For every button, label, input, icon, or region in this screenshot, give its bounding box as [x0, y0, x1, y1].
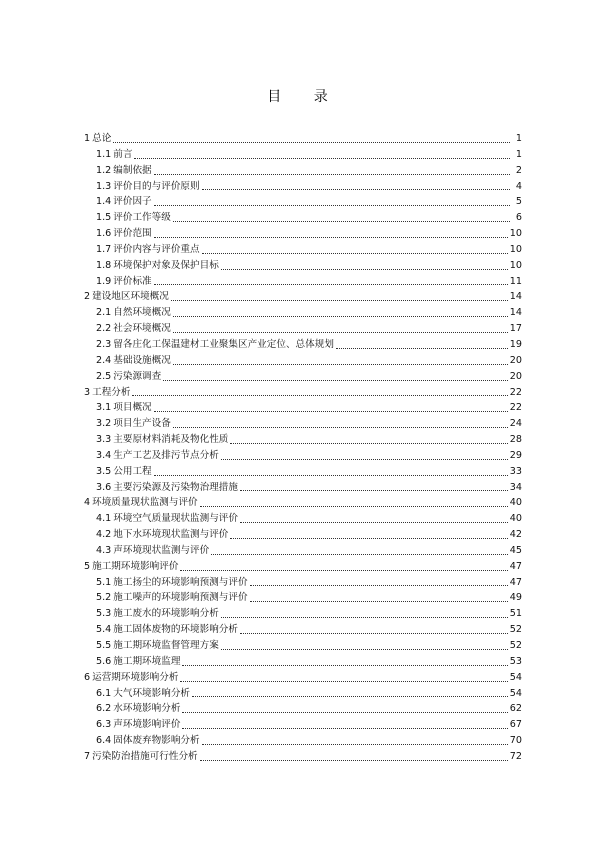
toc-entry-page-number: 52: [509, 640, 522, 651]
toc-entry-title: 声环境现状监测与评价: [113, 544, 210, 556]
toc-section-entry[interactable]: [84, 590, 522, 606]
toc-entry-page-number: 1: [515, 133, 522, 144]
toc-entry-title: 环境质量现状监测与评价: [92, 497, 198, 509]
toc-chapter-entry[interactable]: [84, 670, 522, 686]
toc-section-entry[interactable]: [84, 543, 522, 559]
toc-chapter-entry[interactable]: [84, 559, 522, 575]
toc-dot-leader: [163, 380, 508, 381]
toc-entry-page-number: 10: [509, 228, 522, 240]
toc-section-entry[interactable]: [84, 194, 522, 210]
toc-entry-number: 3.5: [96, 465, 112, 477]
toc-dot-leader: [171, 300, 508, 301]
toc-entry-number: 3.2: [96, 418, 112, 430]
toc-entry-number: 5.1: [96, 576, 112, 588]
toc-section-entry[interactable]: [84, 575, 522, 591]
toc-entry-title: 大气环境影响分析: [113, 687, 191, 699]
toc-entry-title: 建设地区环境概况: [92, 291, 169, 303]
toc-dot-leader: [202, 253, 508, 254]
toc-entry-title: 施工期环境监理: [113, 655, 181, 667]
toc-dot-leader: [240, 522, 508, 523]
toc-section-entry[interactable]: [84, 448, 522, 464]
toc-entry-number: 2.3: [96, 338, 112, 350]
toc-entry-page-number: 17: [509, 323, 522, 335]
toc-entry-number: 2: [84, 291, 91, 303]
toc-section-entry[interactable]: [84, 321, 522, 337]
toc-entry-number: 2.5: [96, 370, 112, 382]
toc-title: 目 录: [267, 89, 342, 105]
toc-entry-page-number: 47: [509, 560, 522, 572]
toc-entry-title: 施工扬尘的环境影响预测与评价: [113, 576, 248, 588]
toc-dot-leader: [132, 395, 507, 396]
toc-entry-page-number: 53: [509, 655, 522, 667]
toc-entry-page-number: 54: [509, 671, 522, 683]
toc-entry-page-number: 67: [509, 719, 522, 731]
toc-entry-number: 1.4: [96, 196, 112, 208]
toc-dot-leader: [240, 490, 508, 491]
toc-entry-title: 留各庄化工保温建材工业聚集区产业定位、总体规划: [113, 338, 334, 350]
toc-entry-page-number: 52: [509, 624, 522, 636]
toc-entry-number: 1.3: [96, 180, 112, 192]
toc-entry-title: 项目生产设备: [113, 418, 171, 430]
toc-section-entry[interactable]: [84, 258, 522, 274]
toc-dot-leader: [211, 554, 508, 555]
toc-entry-title: 主要污染源及污染物治理措施: [113, 481, 238, 493]
toc-entry-page-number: 20: [509, 370, 522, 382]
table-of-contents: [84, 131, 522, 765]
toc-entry-title: 环境空气质量现状监测与评价: [113, 513, 238, 525]
toc-dot-leader: [182, 728, 507, 729]
toc-section-entry[interactable]: [84, 527, 522, 543]
toc-entry-number: 6.4: [96, 735, 112, 747]
toc-entry-title: 施工噪声的环境影响预测与评价: [113, 592, 248, 604]
toc-entry-number: 1.9: [96, 275, 112, 287]
toc-section-entry[interactable]: [84, 733, 522, 749]
toc-dot-leader: [154, 174, 510, 175]
toc-dot-leader: [240, 633, 508, 634]
toc-entry-title: 环境保护对象及保护目标: [113, 259, 219, 271]
toc-entry-page-number: 33: [509, 465, 522, 477]
toc-entry-title: 主要原材料消耗及物化性质: [113, 434, 229, 446]
toc-entry-page-number: 40: [509, 497, 522, 509]
toc-entry-page-number: 22: [509, 402, 522, 414]
toc-entry-title: 运营期环境影响分析: [92, 671, 179, 683]
toc-dot-leader: [154, 237, 508, 238]
toc-entry-title: 施工废水的环境影响分析: [113, 608, 219, 620]
toc-entry-page-number: 20: [509, 354, 522, 366]
toc-section-entry[interactable]: [84, 511, 522, 527]
toc-dot-leader: [173, 364, 508, 365]
toc-entry-number: 3.1: [96, 402, 112, 414]
toc-entry-title: 评价范围: [113, 228, 152, 240]
toc-entry-page-number: 2: [515, 164, 522, 176]
toc-dot-leader: [134, 158, 510, 159]
toc-entry-page-number: 34: [509, 481, 522, 493]
toc-entry-number: 1.7: [96, 243, 112, 255]
toc-entry-title: 评价标准: [113, 275, 152, 287]
toc-entry-number: 1.6: [96, 228, 112, 240]
toc-entry-title: 评价因子: [113, 196, 152, 208]
toc-dot-leader: [221, 617, 508, 618]
toc-entry-number: 1: [84, 133, 91, 144]
toc-dot-leader: [221, 649, 508, 650]
toc-entry-title: 水环境影响分析: [113, 703, 181, 715]
toc-entry-title: 评价目的与评价原则: [113, 180, 200, 192]
toc-chapter-entry[interactable]: [84, 289, 522, 305]
toc-dot-leader: [250, 585, 508, 586]
toc-entry-page-number: 42: [509, 529, 522, 541]
toc-dot-leader: [154, 411, 508, 412]
toc-entry-number: 2.2: [96, 323, 112, 335]
toc-dot-leader: [173, 332, 508, 333]
toc-dot-leader: [221, 269, 508, 270]
toc-entry-title: 污染防治措施可行性分析: [92, 750, 198, 762]
toc-entry-page-number: 49: [509, 592, 522, 604]
toc-section-entry[interactable]: [84, 686, 522, 702]
toc-dot-leader: [154, 284, 508, 285]
toc-dot-leader: [192, 696, 508, 697]
toc-entry-page-number: 47: [509, 576, 522, 588]
toc-section-entry[interactable]: [84, 480, 522, 496]
toc-entry-number: 1.5: [96, 212, 112, 224]
toc-section-entry[interactable]: [84, 163, 522, 179]
toc-section-entry[interactable]: [84, 274, 522, 290]
toc-chapter-entry[interactable]: [84, 385, 522, 401]
toc-entry-page-number: 5: [515, 196, 522, 208]
toc-entry-number: 2.1: [96, 307, 112, 319]
toc-entry-number: 5.5: [96, 640, 112, 651]
toc-entry-page-number: 62: [509, 703, 522, 715]
toc-dot-leader: [200, 506, 508, 507]
toc-entry-page-number: 54: [509, 687, 522, 699]
toc-entry-number: 1.8: [96, 259, 112, 271]
toc-dot-leader: [202, 189, 510, 190]
toc-entry-number: 6.2: [96, 703, 112, 715]
toc-section-entry[interactable]: [84, 622, 522, 638]
toc-entry-page-number: 4: [515, 180, 522, 192]
toc-dot-leader: [154, 205, 510, 206]
toc-entry-title: 评价工作等级: [113, 212, 171, 224]
toc-dot-leader: [336, 348, 508, 349]
toc-entry-page-number: 22: [509, 386, 522, 398]
toc-entry-number: 6.3: [96, 719, 112, 731]
toc-dot-leader: [200, 760, 508, 761]
toc-entry-number: 2.4: [96, 354, 112, 366]
toc-entry-page-number: 24: [509, 418, 522, 430]
toc-entry-number: 5.3: [96, 608, 112, 620]
toc-entry-title: 施工期环境监督管理方案: [113, 640, 219, 651]
toc-section-entry[interactable]: [84, 606, 522, 622]
toc-dot-leader: [182, 712, 507, 713]
toc-entry-number: 3: [84, 386, 91, 398]
toc-section-entry[interactable]: [84, 432, 522, 448]
toc-entry-title: 项目概况: [113, 402, 152, 414]
toc-entry-page-number: 19: [509, 338, 522, 350]
toc-entry-title: 工程分析: [92, 386, 131, 398]
toc-entry-title: 社会环境概况: [113, 323, 171, 335]
toc-entry-title: 基础设施概况: [113, 354, 171, 366]
toc-entry-number: 5.6: [96, 655, 112, 667]
toc-entry-number: 4.2: [96, 529, 112, 541]
toc-entry-page-number: 1: [515, 148, 522, 160]
toc-entry-page-number: 14: [509, 307, 522, 319]
toc-entry-number: 5.4: [96, 624, 112, 636]
toc-dot-leader: [221, 459, 508, 460]
toc-section-entry[interactable]: [84, 242, 522, 258]
toc-dot-leader: [154, 475, 508, 476]
toc-chapter-entry[interactable]: [84, 131, 522, 147]
toc-entry-title: 生产工艺及排污节点分析: [113, 449, 219, 461]
toc-dot-leader: [173, 427, 508, 428]
toc-entry-number: 3.3: [96, 434, 112, 446]
toc-chapter-entry[interactable]: [84, 749, 522, 765]
toc-entry-page-number: 29: [509, 449, 522, 461]
toc-entry-number: 6.1: [96, 687, 112, 699]
toc-entry-page-number: 14: [509, 291, 522, 303]
toc-section-entry[interactable]: [84, 226, 522, 242]
toc-entry-page-number: 45: [509, 544, 522, 556]
toc-entry-number: 3.4: [96, 449, 112, 461]
toc-section-entry[interactable]: [84, 369, 522, 385]
toc-entry-title: 前言: [113, 148, 133, 160]
toc-entry-number: 7: [84, 750, 91, 762]
toc-entry-title: 声环境影响评价: [113, 719, 181, 731]
toc-entry-number: 6: [84, 671, 91, 683]
toc-entry-page-number: 10: [509, 243, 522, 255]
toc-entry-number: 4: [84, 497, 91, 509]
toc-entry-page-number: 11: [509, 275, 522, 287]
toc-dot-leader: [173, 316, 508, 317]
toc-section-entry[interactable]: [84, 654, 522, 670]
toc-section-entry[interactable]: [84, 353, 522, 369]
toc-entry-title: 评价内容与评价重点: [113, 243, 200, 255]
toc-entry-title: 施工期环境影响评价: [92, 560, 179, 572]
toc-section-entry[interactable]: [84, 210, 522, 226]
toc-entry-title: 自然环境概况: [113, 307, 171, 319]
toc-section-entry[interactable]: [84, 337, 522, 353]
toc-entry-number: 4.1: [96, 513, 112, 525]
toc-section-entry[interactable]: [84, 416, 522, 432]
toc-entry-page-number: 6: [515, 212, 522, 224]
toc-entry-title: 施工固体废物的环境影响分析: [113, 624, 238, 636]
toc-section-entry[interactable]: [84, 717, 522, 733]
toc-dot-leader: [173, 221, 510, 222]
toc-section-entry[interactable]: [84, 701, 522, 717]
toc-dot-leader: [182, 665, 507, 666]
toc-entry-title: 总论: [92, 133, 112, 144]
toc-section-entry[interactable]: [84, 464, 522, 480]
toc-entry-title: 固体废弃物影响分析: [113, 735, 200, 747]
toc-entry-title: 污染源调查: [113, 370, 162, 382]
toc-dot-leader: [230, 538, 507, 539]
toc-dot-leader: [230, 443, 507, 444]
toc-entry-title: 编制依据: [113, 164, 152, 176]
toc-entry-page-number: 70: [509, 735, 522, 747]
toc-chapter-entry[interactable]: [84, 495, 522, 511]
toc-dot-leader: [113, 142, 510, 143]
toc-entry-number: 3.6: [96, 481, 112, 493]
toc-section-entry[interactable]: [84, 147, 522, 163]
toc-entry-number: 1.1: [96, 148, 112, 160]
toc-dot-leader: [180, 570, 507, 571]
toc-section-entry[interactable]: [84, 638, 522, 654]
toc-entry-page-number: 40: [509, 513, 522, 525]
toc-section-entry[interactable]: [84, 305, 522, 321]
toc-entry-title: 地下水环境现状监测与评价: [113, 529, 229, 541]
toc-entry-number: 5.2: [96, 592, 112, 604]
toc-entry-number: 4.3: [96, 544, 112, 556]
toc-entry-page-number: 10: [509, 259, 522, 271]
toc-entry-page-number: 72: [509, 750, 522, 762]
toc-dot-leader: [180, 681, 507, 682]
toc-dot-leader: [202, 744, 508, 745]
toc-section-entry[interactable]: [84, 179, 522, 195]
toc-dot-leader: [250, 601, 508, 602]
toc-entry-page-number: 28: [509, 434, 522, 446]
toc-section-entry[interactable]: [84, 400, 522, 416]
toc-entry-number: 5: [84, 560, 91, 572]
toc-entry-page-number: 51: [509, 608, 522, 620]
toc-entry-number: 1.2: [96, 164, 112, 176]
toc-entry-title: 公用工程: [113, 465, 152, 477]
